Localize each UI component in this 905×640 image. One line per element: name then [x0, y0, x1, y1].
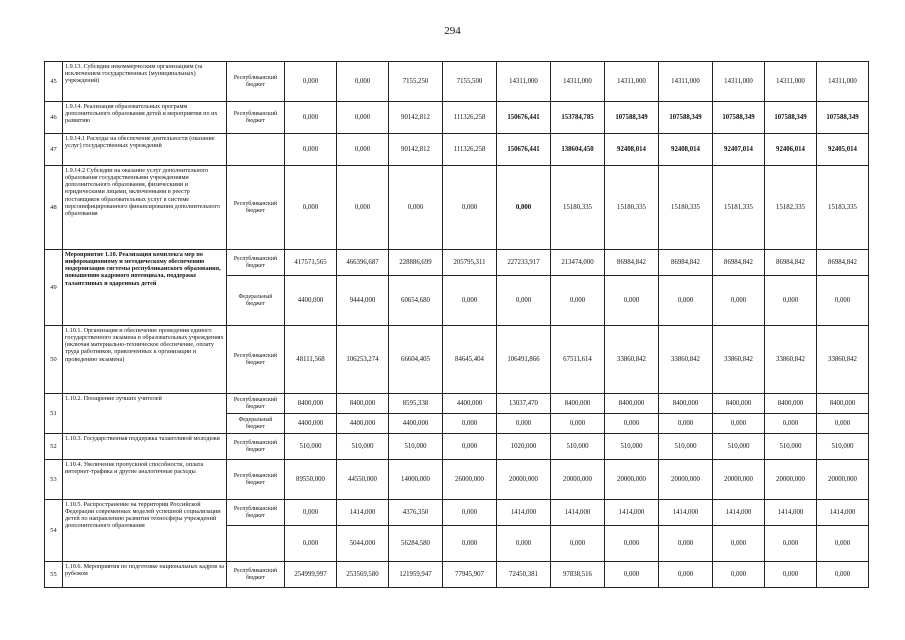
amount-cell: 8400,000 — [285, 394, 337, 414]
page-number: 294 — [444, 25, 461, 37]
amount-cell: 0,000 — [337, 62, 389, 102]
amount-cell: 205795,311 — [443, 250, 497, 276]
amount-cell: 5044,000 — [337, 526, 389, 562]
amount-cell: 0,000 — [497, 414, 551, 434]
funding-source: Республиканский бюджет — [227, 166, 285, 250]
amount-cell: 8400,000 — [659, 394, 713, 414]
amount-cell: 56284,580 — [389, 526, 443, 562]
amount-cell: 111326,258 — [443, 102, 497, 134]
amount-cell: 0,000 — [497, 276, 551, 326]
funding-source: Республиканский бюджет — [227, 460, 285, 500]
row-number: 50 — [45, 326, 63, 394]
row-number: 47 — [45, 134, 63, 166]
amount-cell: 138604,450 — [551, 134, 605, 166]
amount-cell: 8400,000 — [337, 394, 389, 414]
amount-cell: 0,000 — [285, 102, 337, 134]
amount-cell: 15183,335 — [817, 166, 869, 250]
amount-cell: 8400,000 — [817, 394, 869, 414]
amount-cell: 9444,000 — [337, 276, 389, 326]
amount-cell: 1414,000 — [337, 500, 389, 526]
amount-cell: 150676,441 — [497, 102, 551, 134]
amount-cell: 0,000 — [337, 134, 389, 166]
amount-cell: 4400,000 — [337, 414, 389, 434]
amount-cell: 0,000 — [551, 526, 605, 562]
amount-cell: 0,000 — [285, 166, 337, 250]
amount-cell: 121959,947 — [389, 562, 443, 588]
amount-cell: 0,000 — [659, 562, 713, 588]
amount-cell: 0,000 — [605, 526, 659, 562]
amount-cell: 33860,842 — [605, 326, 659, 394]
row-number: 54 — [45, 500, 63, 562]
row-number: 49 — [45, 250, 63, 326]
measure-description: 1.10.3. Государственная поддержка талантливой молодежи — [63, 434, 227, 460]
amount-cell: 0,000 — [443, 500, 497, 526]
amount-cell: 1414,000 — [659, 500, 713, 526]
table-row — [45, 134, 869, 166]
amount-cell: 1414,000 — [497, 500, 551, 526]
funding-source: Республиканский бюджет — [227, 102, 285, 134]
amount-cell: 92405,014 — [817, 134, 869, 166]
amount-cell: 77945,907 — [443, 562, 497, 588]
amount-cell: 0,000 — [337, 166, 389, 250]
amount-cell: 107588,349 — [765, 102, 817, 134]
amount-cell: 66604,405 — [389, 326, 443, 394]
amount-cell: 20000,000 — [659, 460, 713, 500]
funding-source: Республиканский бюджет — [227, 394, 285, 414]
amount-cell: 466396,687 — [337, 250, 389, 276]
amount-cell: 0,000 — [285, 526, 337, 562]
amount-cell: 90142,812 — [389, 102, 443, 134]
amount-cell: 417571,565 — [285, 250, 337, 276]
amount-cell: 8400,000 — [551, 394, 605, 414]
amount-cell: 1414,000 — [765, 500, 817, 526]
row-number: 45 — [45, 62, 63, 102]
amount-cell: 86984,842 — [765, 250, 817, 276]
amount-cell: 15180,335 — [551, 166, 605, 250]
amount-cell: 0,000 — [765, 276, 817, 326]
amount-cell: 92406,014 — [765, 134, 817, 166]
measure-description: 1.10.2. Поощрение лучших учителей — [63, 394, 227, 434]
amount-cell: 107588,349 — [659, 102, 713, 134]
amount-cell: 4376,350 — [389, 500, 443, 526]
amount-cell: 15180,335 — [605, 166, 659, 250]
funding-source: Республиканский бюджет — [227, 326, 285, 394]
amount-cell: 44550,000 — [337, 460, 389, 500]
amount-cell: 0,000 — [765, 562, 817, 588]
amount-cell: 107588,349 — [817, 102, 869, 134]
table-row — [45, 326, 869, 394]
amount-cell: 107588,349 — [605, 102, 659, 134]
amount-cell: 7155,250 — [389, 62, 443, 102]
amount-cell: 20000,000 — [551, 460, 605, 500]
amount-cell: 510,000 — [765, 434, 817, 460]
table-row — [45, 434, 869, 460]
amount-cell: 0,000 — [659, 414, 713, 434]
amount-cell: 7155,500 — [443, 62, 497, 102]
amount-cell: 89550,000 — [285, 460, 337, 500]
amount-cell: 153784,785 — [551, 102, 605, 134]
amount-cell: 14311,000 — [605, 62, 659, 102]
row-number: 48 — [45, 166, 63, 250]
amount-cell: 0,000 — [713, 562, 765, 588]
measure-description: 1.9.14. Реализация образовательных программ дополнительного образования детей и мероприятия по их развитию — [63, 102, 227, 134]
row-number: 46 — [45, 102, 63, 134]
row-number: 52 — [45, 434, 63, 460]
amount-cell: 0,000 — [551, 414, 605, 434]
amount-cell: 20000,000 — [605, 460, 659, 500]
funding-source: Республиканский бюджет — [227, 434, 285, 460]
amount-cell: 510,000 — [551, 434, 605, 460]
amount-cell: 72450,381 — [497, 562, 551, 588]
amount-cell: 20000,000 — [497, 460, 551, 500]
measure-description: 1.9.14.1 Расходы на обеспечение деятельности (оказание услуг) государственных учреждений — [63, 134, 227, 166]
amount-cell: 84645,404 — [443, 326, 497, 394]
amount-cell: 0,000 — [443, 166, 497, 250]
amount-cell: 14311,000 — [765, 62, 817, 102]
amount-cell: 0,000 — [659, 526, 713, 562]
amount-cell: 0,000 — [605, 562, 659, 588]
amount-cell: 86984,842 — [713, 250, 765, 276]
measure-description: Мероприятие 1.10. Реализация комплекса мер по информационному и методическому обеспечению модернизации системы республиканского образования, повышению кадрового потенциала, поддержке талантливых и одаренных детей — [63, 250, 227, 326]
amount-cell: 8595,338 — [389, 394, 443, 414]
row-number: 55 — [45, 562, 63, 588]
amount-cell: 92407,014 — [713, 134, 765, 166]
amount-cell: 0,000 — [713, 526, 765, 562]
table-row — [45, 102, 869, 134]
amount-cell: 14000,000 — [389, 460, 443, 500]
amount-cell: 0,000 — [443, 414, 497, 434]
funding-source: Федеральный бюджет — [227, 276, 285, 326]
amount-cell: 510,000 — [605, 434, 659, 460]
amount-cell: 0,000 — [285, 62, 337, 102]
table-row — [45, 394, 869, 414]
amount-cell: 510,000 — [713, 434, 765, 460]
measure-description: 1.10.1. Организация и обеспечение проведения единого государственного экзамена в образовательных учреждениях (включая материально-техническое обеспечение, оплату труда работников, привлеченных к организации и проведению экзамена) — [63, 326, 227, 394]
amount-cell: 67511,614 — [551, 326, 605, 394]
amount-cell: 0,000 — [443, 276, 497, 326]
amount-cell: 33860,842 — [817, 326, 869, 394]
amount-cell: 13037,470 — [497, 394, 551, 414]
amount-cell: 4400,000 — [443, 394, 497, 414]
funding-source — [227, 134, 285, 166]
amount-cell: 20000,000 — [713, 460, 765, 500]
measure-description: 1.9.13. Субсидии некоммерческим организациям (за исключением государственных (муниципальных) учреждений) — [63, 62, 227, 102]
amount-cell: 0,000 — [497, 526, 551, 562]
amount-cell: 0,000 — [285, 134, 337, 166]
amount-cell: 510,000 — [389, 434, 443, 460]
amount-cell: 8400,000 — [713, 394, 765, 414]
amount-cell: 86984,842 — [605, 250, 659, 276]
amount-cell: 0,000 — [497, 166, 551, 250]
amount-cell: 86984,842 — [817, 250, 869, 276]
amount-cell: 8400,000 — [765, 394, 817, 414]
amount-cell: 0,000 — [659, 276, 713, 326]
amount-cell: 33860,842 — [713, 326, 765, 394]
table-row — [45, 250, 869, 276]
amount-cell: 14311,000 — [659, 62, 713, 102]
table-row — [45, 460, 869, 500]
amount-cell: 15180,335 — [659, 166, 713, 250]
amount-cell: 510,000 — [337, 434, 389, 460]
table-row — [45, 562, 869, 588]
amount-cell: 33860,842 — [765, 326, 817, 394]
amount-cell: 0,000 — [389, 166, 443, 250]
row-number: 51 — [45, 394, 63, 434]
amount-cell: 4400,000 — [285, 414, 337, 434]
amount-cell: 60654,680 — [389, 276, 443, 326]
amount-cell: 92408,014 — [659, 134, 713, 166]
budget-table — [44, 61, 869, 588]
amount-cell: 111326,258 — [443, 134, 497, 166]
amount-cell: 20000,000 — [765, 460, 817, 500]
row-number: 53 — [45, 460, 63, 500]
measure-description: 1.10.5. Распространение на территории Российской Федерации современных моделей успешной социализации детей по направлению развития техносферы учреждений дополнительного образования — [63, 500, 227, 562]
amount-cell: 213474,000 — [551, 250, 605, 276]
amount-cell: 1414,000 — [551, 500, 605, 526]
amount-cell: 0,000 — [285, 500, 337, 526]
amount-cell: 1414,000 — [817, 500, 869, 526]
amount-cell: 14311,000 — [713, 62, 765, 102]
amount-cell: 14311,000 — [497, 62, 551, 102]
amount-cell: 0,000 — [605, 414, 659, 434]
amount-cell: 8400,000 — [605, 394, 659, 414]
amount-cell: 1414,000 — [605, 500, 659, 526]
amount-cell: 0,000 — [443, 526, 497, 562]
funding-source: Республиканский бюджет — [227, 250, 285, 276]
amount-cell: 86984,842 — [659, 250, 713, 276]
table-row — [45, 500, 869, 526]
amount-cell: 1020,000 — [497, 434, 551, 460]
measure-description: 1.9.14.2 Субсидии на оказание услуг дополнительного образования государственными учреждениями дополнительного образования, физическими и юридическими лицами, включенными в реестр поставщиков образовательных услуг в системе персонифицированного финансирования дополнительного образования — [63, 166, 227, 250]
amount-cell: 0,000 — [765, 414, 817, 434]
amount-cell: 90142,812 — [389, 134, 443, 166]
amount-cell: 0,000 — [817, 562, 869, 588]
amount-cell: 48111,568 — [285, 326, 337, 394]
measure-description: 1.10.6. Мероприятия по подготовке национальных кадров за рубежом — [63, 562, 227, 588]
table-row — [45, 62, 869, 102]
measure-description: 1.10.4. Увеличение пропускной способности, оплата интернет-трафика и другие аналогичные расходы — [63, 460, 227, 500]
amount-cell: 0,000 — [765, 526, 817, 562]
amount-cell: 92408,014 — [605, 134, 659, 166]
funding-source — [227, 526, 285, 562]
amount-cell: 0,000 — [713, 276, 765, 326]
amount-cell: 14311,000 — [817, 62, 869, 102]
amount-cell: 107588,349 — [713, 102, 765, 134]
amount-cell: 4400,000 — [285, 276, 337, 326]
amount-cell: 106253,274 — [337, 326, 389, 394]
funding-source: Республиканский бюджет — [227, 500, 285, 526]
amount-cell: 0,000 — [605, 276, 659, 326]
amount-cell: 14311,000 — [551, 62, 605, 102]
amount-cell: 0,000 — [443, 434, 497, 460]
amount-cell: 254999,997 — [285, 562, 337, 588]
amount-cell: 1414,000 — [713, 500, 765, 526]
amount-cell: 0,000 — [337, 102, 389, 134]
amount-cell: 26000,000 — [443, 460, 497, 500]
amount-cell: 228886,699 — [389, 250, 443, 276]
funding-source: Федеральный бюджет — [227, 414, 285, 434]
amount-cell: 15181,335 — [713, 166, 765, 250]
amount-cell: 150676,441 — [497, 134, 551, 166]
amount-cell: 4400,000 — [389, 414, 443, 434]
amount-cell: 20000,000 — [817, 460, 869, 500]
amount-cell: 15182,335 — [765, 166, 817, 250]
amount-cell: 510,000 — [285, 434, 337, 460]
funding-source: Республиканский бюджет — [227, 562, 285, 588]
amount-cell: 510,000 — [817, 434, 869, 460]
amount-cell: 227233,917 — [497, 250, 551, 276]
table-row — [45, 166, 869, 250]
amount-cell: 0,000 — [817, 414, 869, 434]
funding-source: Республиканский бюджет — [227, 62, 285, 102]
amount-cell: 97838,516 — [551, 562, 605, 588]
amount-cell: 0,000 — [817, 276, 869, 326]
amount-cell: 0,000 — [551, 276, 605, 326]
amount-cell: 510,000 — [659, 434, 713, 460]
amount-cell: 0,000 — [713, 414, 765, 434]
amount-cell: 253569,580 — [337, 562, 389, 588]
amount-cell: 0,000 — [817, 526, 869, 562]
amount-cell: 33860,842 — [659, 326, 713, 394]
amount-cell: 106491,866 — [497, 326, 551, 394]
